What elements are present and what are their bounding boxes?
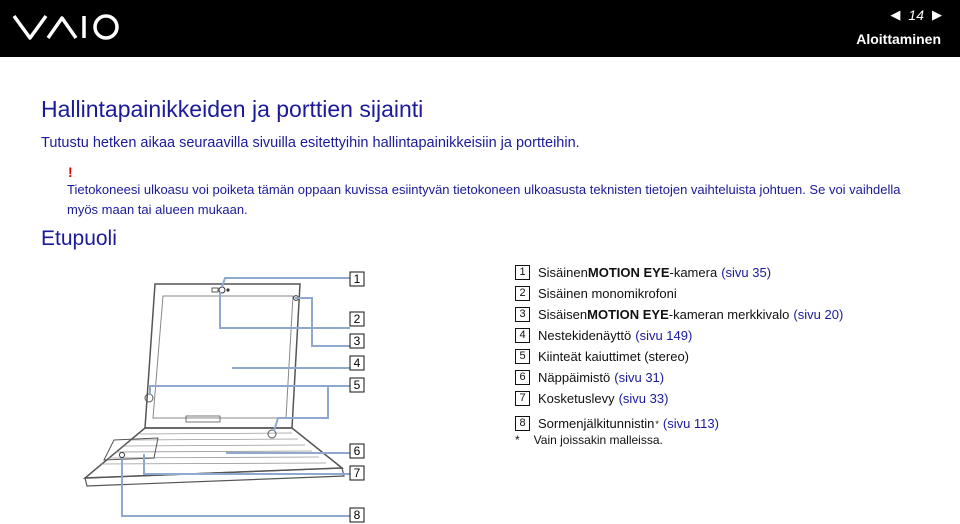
- laptop-lid: [145, 284, 300, 428]
- callout-item-7: 7 Kosketuslevy (sivu 33): [515, 388, 945, 409]
- subheading-front: Etupuoli: [41, 227, 117, 250]
- callout-number: 3: [515, 307, 530, 322]
- callout-item-8: 8 Sormenjälkitunnistin * (sivu 113): [515, 413, 945, 434]
- footnote-text: Vain joissakin malleissa.: [533, 433, 663, 447]
- callout-number: 2: [515, 286, 530, 301]
- warning-icon: !: [68, 164, 73, 180]
- footnote: [515, 433, 663, 447]
- callout-number: 1: [515, 265, 530, 280]
- section-title: Aloittaminen: [856, 31, 941, 47]
- page-link[interactable]: (sivu 149): [635, 328, 693, 343]
- page-link[interactable]: (sivu 33): [618, 391, 669, 406]
- callout-number: 5: [515, 349, 530, 364]
- page-link[interactable]: (sivu 20): [793, 307, 844, 322]
- speaker-left: [145, 394, 153, 402]
- diagram-label-7: 7: [353, 466, 361, 480]
- page-title: Hallintapainikkeiden ja porttien sijainti: [41, 96, 424, 122]
- callout-number: 4: [515, 328, 530, 343]
- intro-text: Tutustu hetken aikaa seuraavilla sivuilla esitettyihin hallintapainikkeisiin ja portteihin.: [41, 135, 580, 151]
- callout-number: 6: [515, 370, 530, 385]
- callout-number: 7: [515, 391, 530, 406]
- diagram-label-3: 3: [353, 334, 361, 348]
- footnote-marker: *: [515, 433, 520, 447]
- laptop-front-diagram: [60, 268, 380, 524]
- callout-item-5: 5 Kiinteät kaiuttimet (stereo): [515, 346, 945, 367]
- diagram-label-5: 5: [353, 378, 361, 392]
- callout-number: 8: [515, 416, 530, 431]
- page-link[interactable]: (sivu 35): [721, 265, 772, 280]
- media-buttons: [186, 416, 220, 422]
- diagram-label-8: 8: [353, 508, 361, 522]
- callout-item-6: 6 Näppäimistö (sivu 31): [515, 367, 945, 388]
- diagram-label-1: 1: [353, 272, 361, 286]
- page-link[interactable]: (sivu 31): [614, 370, 665, 385]
- diagram-label-4: 4: [353, 356, 361, 370]
- touchpad: [104, 438, 158, 460]
- callout-item-2: 2 Sisäinen monomikrofoni: [515, 283, 945, 304]
- next-page-icon[interactable]: ▶: [932, 7, 942, 22]
- callout-item-4: 4 Nestekidenäyttö (sivu 149): [515, 325, 945, 346]
- diagram-label-6: 6: [353, 444, 361, 458]
- callout-list: [515, 262, 945, 434]
- vaio-logo: [12, 10, 124, 44]
- page-link[interactable]: (sivu 113): [662, 416, 719, 431]
- diagram-label-2: 2: [353, 312, 361, 326]
- page-navigation: [890, 7, 942, 23]
- page-number: 14: [908, 7, 924, 23]
- callout-item-3: 3 Sisäisen MOTION EYE -kameran merkkivalo (sivu 20): [515, 304, 945, 325]
- prev-page-icon[interactable]: ◀: [890, 7, 901, 22]
- callout-item-1: 1 Sisäinen MOTION EYE -kamera (sivu 35): [515, 262, 945, 283]
- note-text: Tietokoneesi ulkoasu voi poiketa tämän oppaan kuvissa esiintyvän tietokoneen ulkoasusta teknisten tietojen vaihteluista johtuen. Se voi vaihdella myös maan tai alueen mukaan.: [67, 182, 901, 217]
- header-bar: [0, 0, 960, 57]
